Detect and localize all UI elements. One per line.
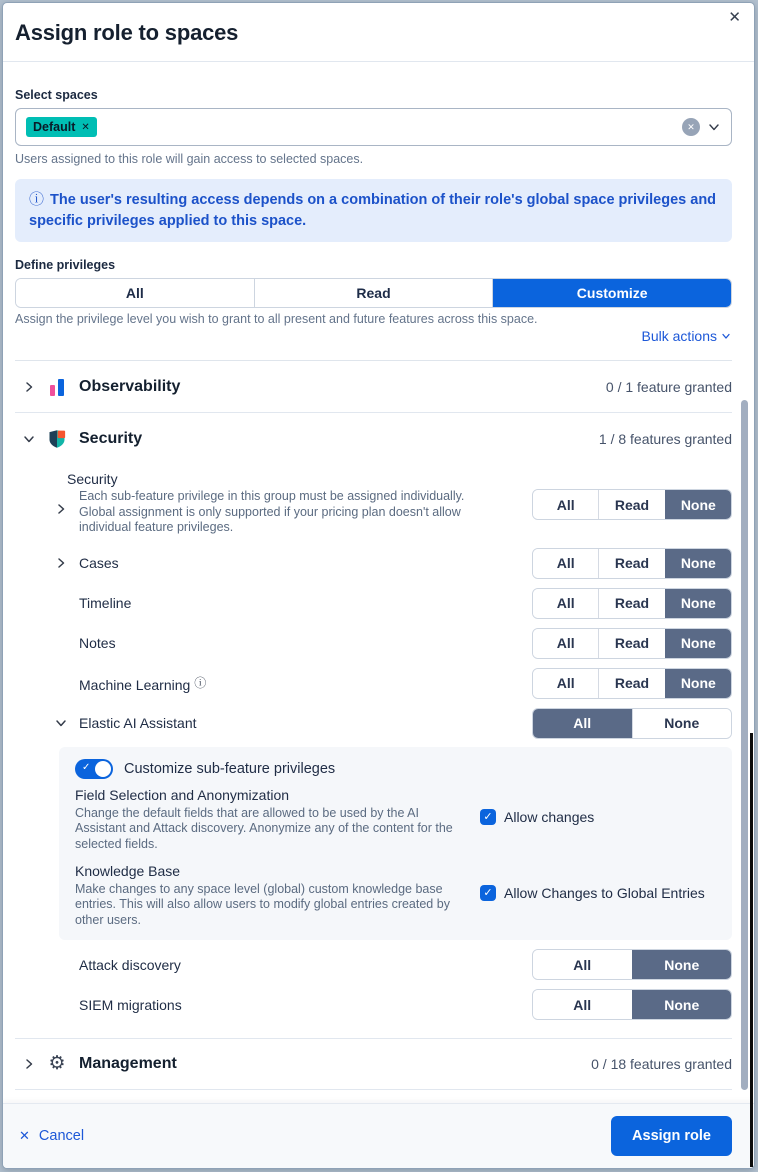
feature-label: Notes <box>79 635 116 652</box>
privilege-group-attack-discovery <box>532 949 732 980</box>
sub-feature-panel <box>59 747 732 941</box>
privileges-help: Assign the privilege level you wish to grant to all present and future features across this space. <box>15 312 538 326</box>
option-all[interactable]: All <box>533 549 598 578</box>
subfeature-title: Field Selection and Anonymization <box>75 786 290 803</box>
spacer <box>15 1020 732 1038</box>
outer-scrollbar-thumb[interactable] <box>750 733 753 1167</box>
privilege-group-notes <box>532 628 732 659</box>
option-read[interactable]: Read <box>598 490 664 519</box>
chevron-down-icon[interactable] <box>23 433 35 445</box>
feature-row-elastic-ai-assistant <box>55 708 732 739</box>
option-all[interactable]: All <box>533 669 598 698</box>
privilege-group-security <box>532 489 732 520</box>
space-badge-default[interactable] <box>26 117 97 137</box>
chevron-down-icon[interactable] <box>55 717 67 729</box>
bulk-actions-link[interactable] <box>15 328 732 344</box>
callout-text: The user's resulting access depends on a combination of their role's global space privileges and specific privileges applied to this space. <box>29 192 717 229</box>
checkbox-check-icon: ✓ <box>483 887 493 900</box>
option-all[interactable]: All <box>533 490 598 519</box>
subfeature-title: Knowledge Base <box>75 862 181 879</box>
granted-count: 0 / 1 feature granted <box>605 378 732 395</box>
toggle-check-icon: ✓ <box>82 761 91 773</box>
option-read[interactable]: Read <box>598 549 664 578</box>
privilege-group-siem-migrations <box>532 989 732 1020</box>
option-none[interactable]: None <box>665 589 731 618</box>
feature-description: Each sub-feature privilege in this group must be assigned individually. Global assignment is only supported if your pricing plan doesn't allow individual feature privileges. <box>79 489 465 535</box>
granted-count: 0 / 18 features granted <box>591 1056 732 1073</box>
feature-row-machine-learning <box>55 668 732 699</box>
modal-footer <box>3 1103 754 1168</box>
privilege-group-timeline <box>532 588 732 619</box>
define-privileges-label: Define privileges <box>15 258 116 272</box>
option-none[interactable]: None <box>665 549 731 578</box>
option-all[interactable]: All <box>533 629 598 658</box>
assign-role-modal <box>2 2 755 1169</box>
select-spaces-label: Select spaces <box>15 88 98 102</box>
checkbox-label: Allow Changes to Global Entries <box>504 884 705 901</box>
badge-remove-icon[interactable]: ✕ <box>81 121 90 133</box>
feature-row-notes <box>55 628 732 659</box>
feature-row-security <box>15 489 732 536</box>
subfeature-text <box>75 787 465 853</box>
feature-row-cases <box>55 548 732 579</box>
gear-icon: ⚙ <box>48 1053 66 1075</box>
option-all[interactable]: All <box>533 950 632 979</box>
privilege-option-read[interactable]: Read <box>254 279 493 307</box>
observability-icon <box>47 377 67 397</box>
space-badge-label: Default <box>33 120 76 134</box>
inner-scrollbar-thumb[interactable] <box>741 400 748 1090</box>
checkbox-label: Allow changes <box>504 808 595 825</box>
subfeature-checkbox-row <box>480 787 594 825</box>
section-title: Management <box>79 1055 177 1073</box>
spaces-combobox[interactable] <box>15 108 732 146</box>
cancel-label: Cancel <box>38 1128 85 1144</box>
option-none[interactable]: None <box>632 709 732 738</box>
assign-role-button[interactable]: Assign role <box>611 1116 732 1156</box>
clear-circle-icon[interactable]: ✕ <box>682 118 700 136</box>
bulk-actions-label: Bulk actions <box>641 328 717 344</box>
option-read[interactable]: Read <box>598 589 664 618</box>
allow-changes-checkbox[interactable] <box>480 809 496 825</box>
info-callout <box>15 179 732 242</box>
privilege-level-group <box>15 278 732 308</box>
option-read[interactable]: Read <box>598 669 664 698</box>
subfeature-checkbox-row <box>480 863 705 901</box>
close-icon: ✕ <box>19 1128 30 1143</box>
feature-row-siem-migrations <box>55 989 732 1020</box>
section-title: Observability <box>79 377 181 395</box>
option-all[interactable]: All <box>533 990 632 1019</box>
section-management[interactable] <box>15 1038 732 1090</box>
feature-label: Cases <box>79 555 119 572</box>
section-observability[interactable] <box>15 361 732 413</box>
subfeature-description: Change the default fields that are allowed to be used by the AI Assistant and Attack discovery. Anonymize any of the content for the selected fields. <box>75 805 453 851</box>
customize-subfeature-toggle[interactable] <box>75 759 113 779</box>
option-all[interactable]: All <box>533 589 598 618</box>
subfeature-text <box>75 863 465 929</box>
select-spaces-help: Users assigned to this role will gain access to selected spaces. <box>15 152 364 166</box>
chevron-right-icon[interactable] <box>23 381 35 393</box>
chevron-right-icon[interactable] <box>55 503 67 515</box>
privilege-group-elastic-ai-assistant <box>532 708 732 739</box>
privilege-group-cases <box>532 548 732 579</box>
page-title: Assign role to spaces <box>15 20 239 45</box>
close-icon[interactable]: ✕ <box>728 9 741 26</box>
customize-subfeature-row <box>75 759 716 779</box>
privilege-group-machine-learning <box>532 668 732 699</box>
checkbox-check-icon: ✓ <box>483 811 493 824</box>
modal-body <box>3 88 754 1090</box>
info-icon[interactable]: ⓘ <box>194 675 207 690</box>
feature-label: Timeline <box>79 595 132 612</box>
chevron-down-icon <box>720 330 732 342</box>
info-icon: ⓘ <box>29 191 45 208</box>
combo-controls <box>682 118 721 136</box>
chevron-down-icon[interactable] <box>707 120 721 134</box>
privilege-option-all[interactable]: All <box>16 279 254 307</box>
feature-row-attack-discovery <box>55 949 732 980</box>
chevron-right-icon[interactable] <box>23 1058 35 1070</box>
section-title: Security <box>79 430 143 447</box>
option-none[interactable]: None <box>665 669 731 698</box>
feature-label: Attack discovery <box>79 956 181 973</box>
subfeature-description: Make changes to any space level (global) custom knowledge base entries. This will also allow users to modify global entries created by other users. <box>75 881 450 927</box>
option-all[interactable]: All <box>533 709 632 738</box>
granted-count: 1 / 8 features granted <box>598 431 732 447</box>
toggle-label: Customize sub-feature privileges <box>124 760 336 777</box>
privilege-option-customize[interactable]: Customize <box>492 279 731 307</box>
option-none[interactable]: None <box>632 990 732 1019</box>
security-shield-icon <box>47 429 67 449</box>
option-none[interactable]: None <box>665 629 731 658</box>
option-none[interactable]: None <box>665 490 731 519</box>
feature-label: Machine Learning ⓘ <box>79 675 207 693</box>
subfeature-knowledge-base <box>75 863 716 929</box>
allow-global-entries-checkbox[interactable] <box>480 885 496 901</box>
subfeature-field-selection <box>75 787 716 853</box>
option-none[interactable]: None <box>632 950 732 979</box>
feature-label: SIEM migrations <box>79 996 182 1013</box>
option-read[interactable]: Read <box>598 629 664 658</box>
cancel-button[interactable] <box>19 1128 84 1144</box>
feature-label: Elastic AI Assistant <box>79 715 197 732</box>
chevron-right-icon[interactable] <box>55 557 67 569</box>
feature-label-security: Security <box>67 471 118 487</box>
section-security[interactable] <box>15 413 732 465</box>
feature-row-timeline <box>55 588 732 619</box>
modal-header <box>3 3 754 62</box>
